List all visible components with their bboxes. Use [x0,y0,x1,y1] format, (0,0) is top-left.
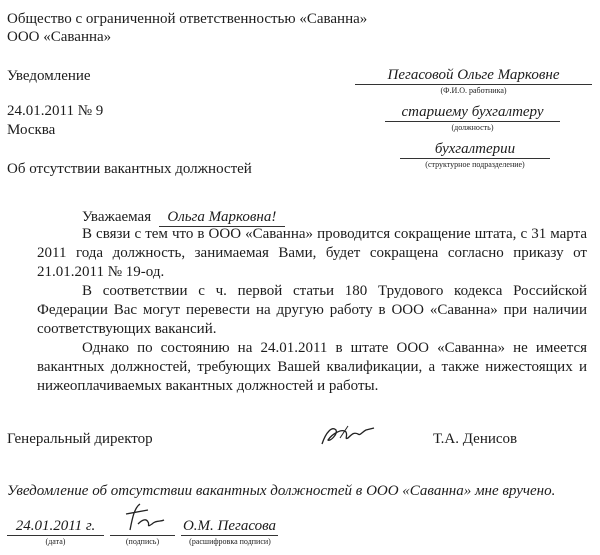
receipt-date-caption: (дата) [45,537,66,546]
recipient-signature [118,500,168,534]
receipt-name: О.М. Пегасова [182,518,277,534]
recipient-department-caption: (структурное подразделение) [425,160,525,169]
receipt-text: Уведомление об отсутствии вакантных должностей в ООО «Саванна» мне вручено. [7,483,556,499]
recipient-name-caption: (Ф.И.О. работника) [440,86,507,95]
receipt-name-caption: (расшифровка подписи) [189,537,271,546]
recipient-name: Пегасовой Ольге Марковне [355,66,592,85]
document-date-number: 24.01.2011 № 9 [7,103,104,119]
paragraph-2: В соответствии с ч. первой статьи 180 Трудового кодекса Российской Федерации Вас могут перевести на другую работу в ООО «Саванна» при наличии соответствующих вакансий. [37,283,587,337]
signatory-name: Т.А. Денисов [433,431,518,447]
paragraph-3: Однако по состоянию на 24.01.2011 в штате ООО «Саванна» не имеется вакантных должностей, требующих Вашей квалификации, а также нижестоящих и нижеоплачиваемых вакантных должностей и работы. [37,340,587,394]
organization-short-name: ООО «Саванна» [7,29,112,45]
document-type: Уведомление [7,68,91,84]
recipient-position-caption: (должность) [451,123,494,132]
director-signature [318,420,378,450]
document-subject: Об отсутствии вакантных должностей [7,161,252,177]
greeting-prefix: Уважаемая [82,209,152,225]
recipient-department: бухгалтерии [400,140,550,159]
greeting-name: Ольга Марковна! [159,208,285,227]
receipt-signature-caption: (подпись) [125,537,160,546]
body-text [37,225,587,396]
signatory-title: Генеральный директор [7,431,153,447]
receipt-date: 24.01.2011 г. [7,517,104,536]
organization-full-name: Общество с ограниченной ответственностью «Саванна» [7,11,368,27]
paragraph-1: В связи с тем что в ООО «Саванна» проводится сокращение штата, с 31 марта 2011 года должность, занимаемая Вами, будет сокращена согласно приказу от 21.01.2011 № 19-од. [37,226,587,280]
recipient-position: старшему бухгалтеру [385,103,560,122]
document-city: Москва [7,122,56,138]
